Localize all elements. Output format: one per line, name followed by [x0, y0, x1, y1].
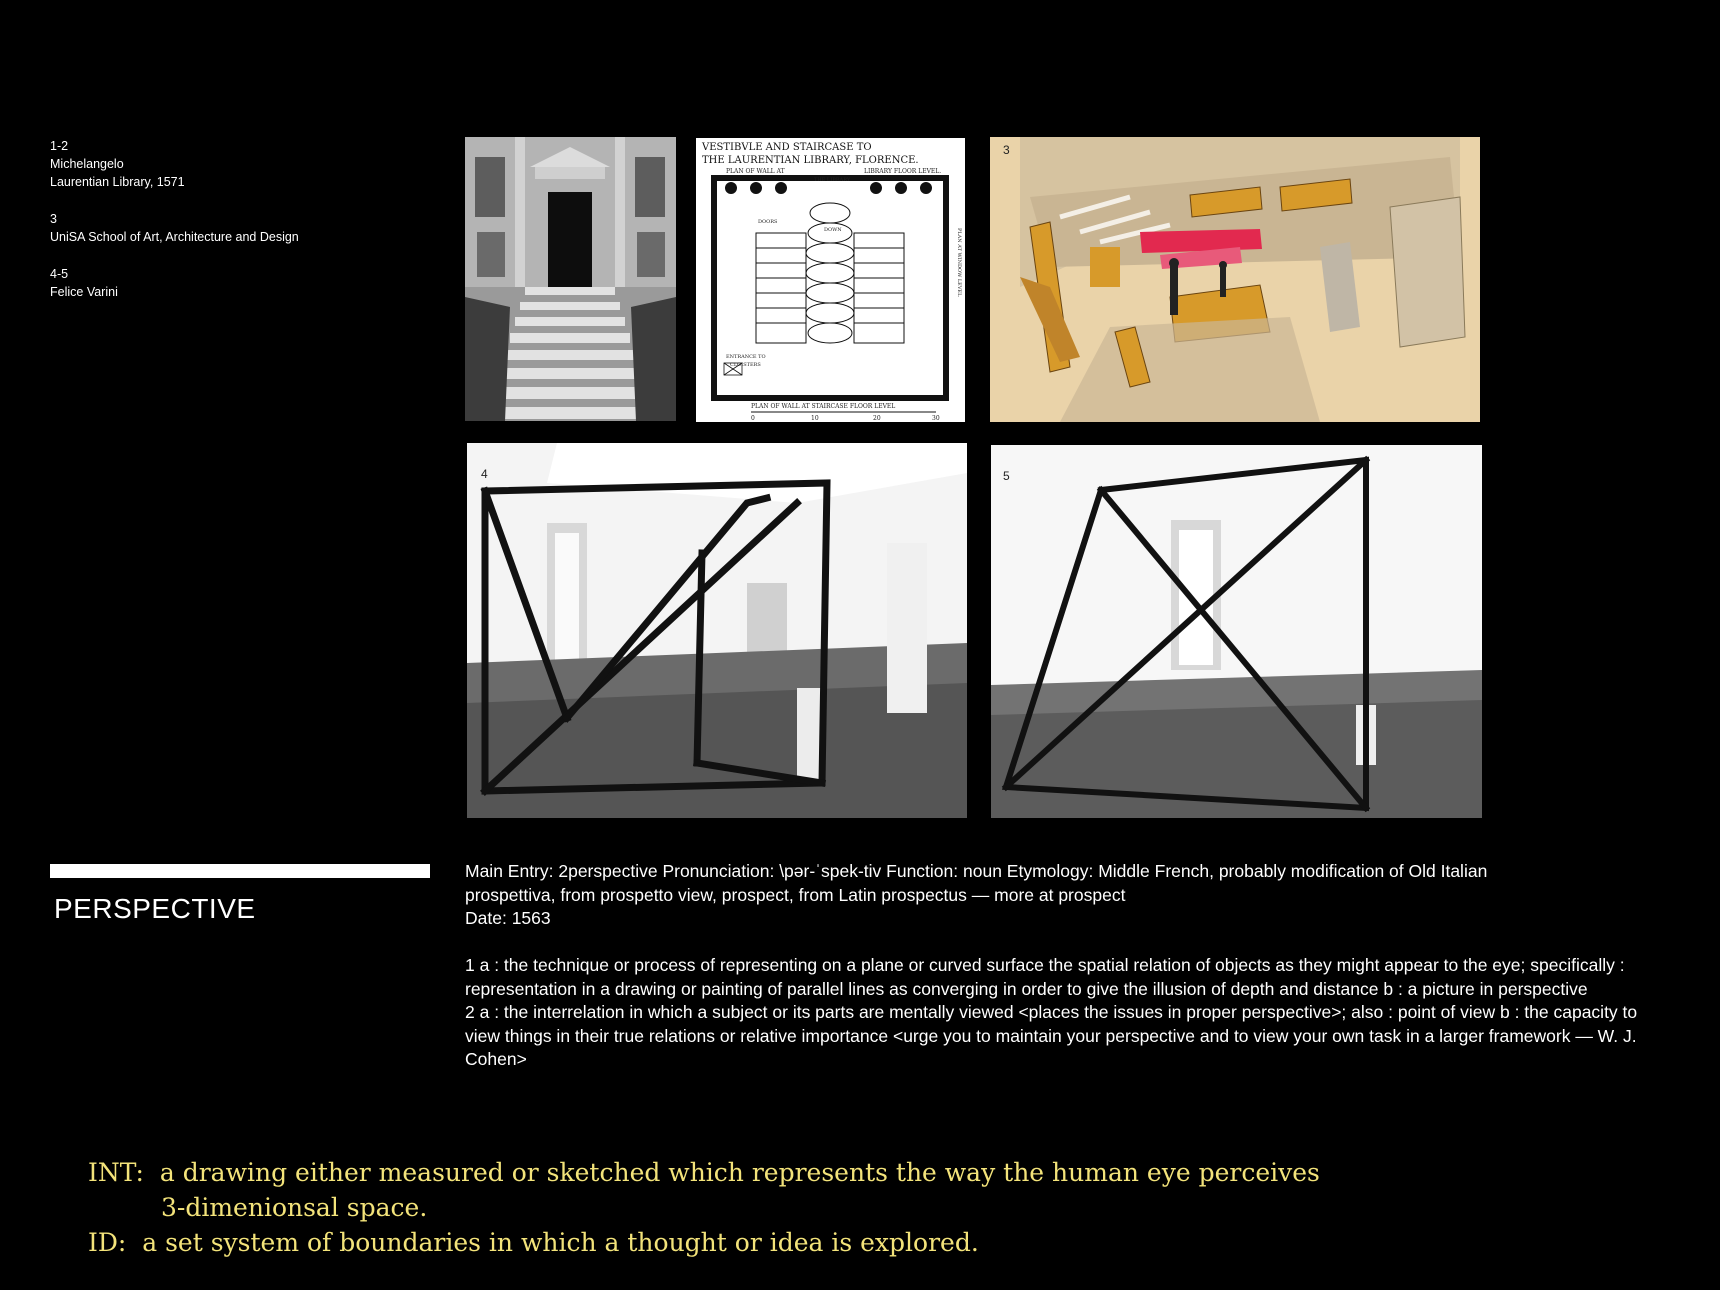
figure-number-3: 3	[1003, 143, 1010, 157]
plan-bottom-label: PLAN OF WALL AT STAIRCASE FLOOR LEVEL	[751, 403, 896, 410]
plan-title-1: VESTIBVLE AND STAIRCASE TO	[702, 142, 872, 153]
definition-etymology-line: prospettiva, from prospetto view, prospect, from Latin prospectus — more at prospect	[465, 884, 1126, 905]
plan-label-library: THE LIBRARY	[814, 177, 851, 183]
id-note	[88, 1225, 1320, 1260]
photo-laurentian-staircase	[465, 137, 676, 421]
plan-scale-0: 0	[751, 415, 755, 422]
plan-label-down: DOWN	[824, 227, 842, 233]
caption-line: Laurentian Library, 1571	[50, 175, 185, 189]
caption-line: 1-2	[50, 139, 69, 153]
int-label: INT:	[88, 1158, 144, 1187]
image-captions	[50, 137, 299, 320]
caption-line: 4-5	[50, 267, 69, 281]
definition-sense-2: 2 a : the interrelation in which a subject or its parts are mentally viewed <places the issues in proper perspective>; also : point of view b : the capacity to view things in their true relations or relative importance <urge you to maintain your perspective and to view your own task in a larger framework — W. J. Cohen>	[465, 1002, 1638, 1069]
dictionary-definition	[465, 860, 1665, 1072]
page-title: PERSPECTIVE	[54, 893, 256, 924]
drawing-laurentian-plan	[696, 138, 965, 422]
figure-number-5: 5	[1003, 469, 1010, 483]
definition-entry-line: Main Entry: 2perspective Pronunciation: \pər-ˈspek-tiv Function: noun Etymology: Middle French, probably modification of Old Italian	[465, 861, 1488, 881]
plan-title-2: THE LAURENTIAN LIBRARY, FLORENCE.	[702, 155, 919, 166]
int-text-line-2: 3-dimenionsal space.	[161, 1193, 428, 1222]
id-text: a set system of boundaries in which a thought or idea is explored.	[142, 1228, 979, 1257]
int-text-line-1: a drawing either measured or sketched which represents the way the human eye perceives	[159, 1158, 1320, 1187]
sketch-unisa-interior	[990, 137, 1480, 422]
heading-rule	[50, 864, 430, 878]
figure-number-4: 4	[481, 467, 488, 481]
plan-scale-20: 20	[873, 415, 881, 422]
int-note	[88, 1155, 1320, 1190]
caption-4-5	[50, 265, 299, 301]
photo-varini-installation-4	[467, 443, 967, 818]
plan-label-doors: DOORS	[758, 219, 778, 225]
id-label: ID:	[88, 1228, 127, 1257]
definition-sense-1: 1 a : the technique or process of representing on a plane or curved surface the spatial relation of objects as they might appear to the eye; specifically : representation in a drawing or painting of parallel lines as converging in order to give the illusion of depth and distance b : a picture in perspective	[465, 955, 1625, 999]
caption-1-2	[50, 137, 299, 191]
plan-subtitle-left: PLAN OF WALL AT	[726, 168, 785, 175]
int-note-continuation	[88, 1190, 1320, 1225]
caption-3	[50, 210, 299, 246]
caption-line: UniSA School of Art, Architecture and Design	[50, 230, 299, 244]
plan-side-label: PLAN AT WINDOW LEVEL	[956, 228, 962, 297]
plan-subtitle-right: LIBRARY FLOOR LEVEL.	[864, 168, 942, 175]
interpretation-notes	[88, 1155, 1320, 1260]
definition-date: Date: 1563	[465, 908, 551, 928]
caption-line: Felice Varini	[50, 285, 118, 299]
plan-label-entrance: ENTRANCE TO	[726, 354, 766, 360]
photo-varini-installation-5	[991, 445, 1482, 818]
caption-line: Michelangelo	[50, 157, 124, 171]
plan-scale-30: 30	[932, 415, 940, 422]
plan-scale-10: 10	[811, 415, 819, 422]
caption-line: 3	[50, 212, 57, 226]
plan-label-cloisters: CLOISTERS	[730, 362, 761, 368]
